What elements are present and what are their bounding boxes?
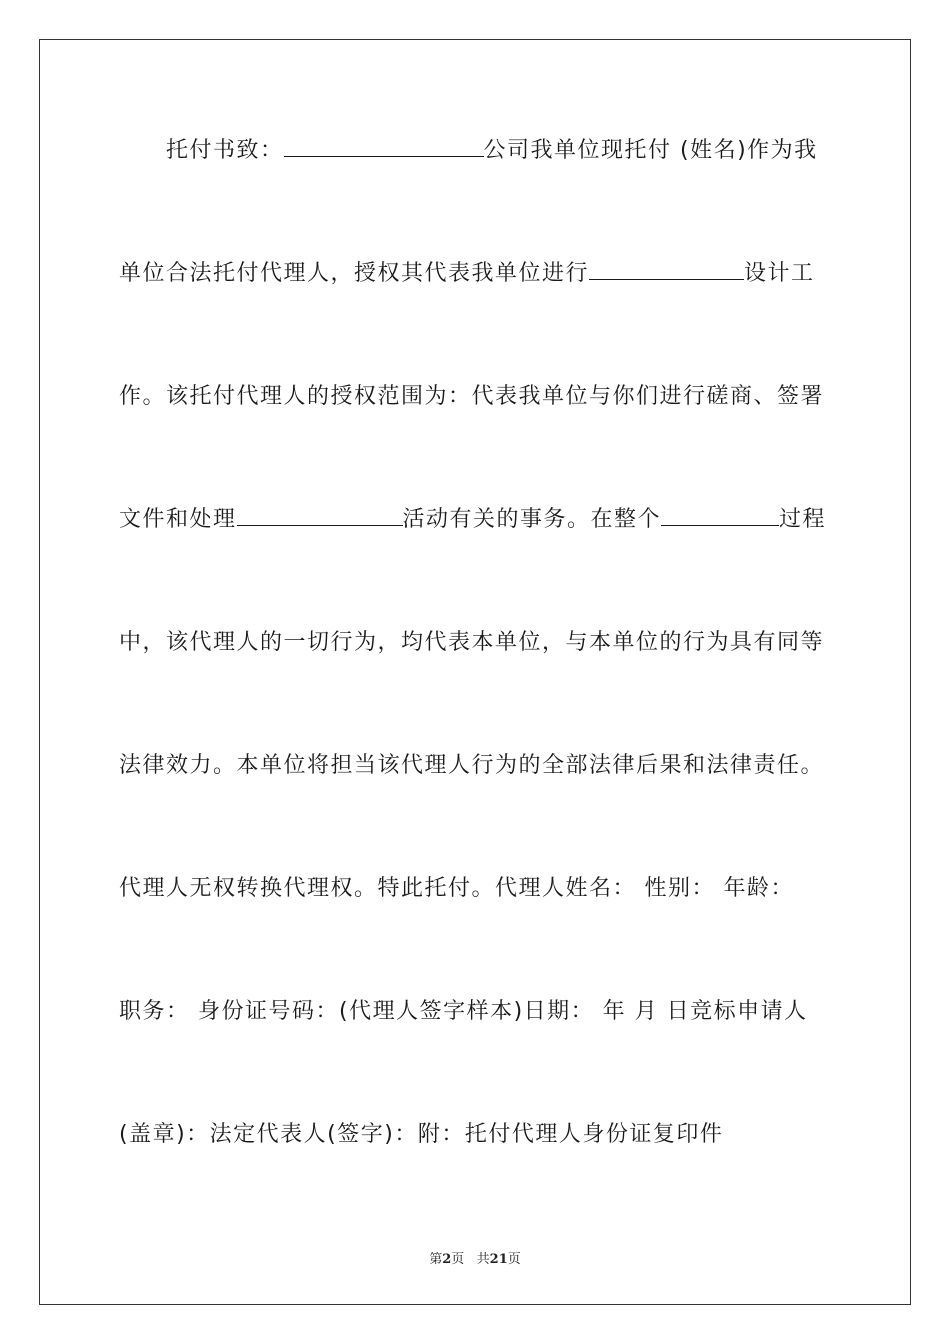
footer-middle: 页 共 — [451, 1252, 490, 1267]
paragraph-line-2 — [119, 236, 839, 359]
text-segment: 过程 — [779, 507, 827, 532]
paragraph-line-6 — [119, 728, 839, 851]
total-pages: 21 — [489, 1252, 508, 1267]
text-segment: 单位合法托付代理人，授权其代表我单位进行 — [119, 261, 590, 286]
paragraph-line-8 — [119, 974, 839, 1097]
text-segment: 代理人无权转换代理权。特此托付。代理人姓名： 性别： 年龄： — [119, 876, 794, 901]
fill-in-blank — [661, 503, 779, 526]
paragraph-line-3 — [119, 359, 839, 482]
page-number: 2 — [442, 1252, 452, 1267]
paragraph-line-5 — [119, 605, 839, 728]
text-segment: 职务： 身份证号码：(代理人签字样本)日期： 年 月 日竞标申请人 — [119, 999, 808, 1024]
footer-prefix: 第 — [429, 1252, 443, 1267]
text-segment: 设计工 — [744, 261, 815, 286]
fill-in-blank — [237, 503, 403, 526]
text-segment: 作。该托付代理人的授权范围为：代表我单位与你们进行磋商、签署 — [119, 384, 825, 409]
text-segment: (盖章)：法定代表人(签字)：附：托付代理人身份证复印件 — [119, 1122, 724, 1147]
page-footer — [0, 1248, 950, 1267]
paragraph-line-9 — [119, 1097, 839, 1220]
paragraph-line-4 — [119, 482, 839, 605]
text-segment: 文件和处理 — [119, 507, 237, 532]
text-segment: 公司我单位现托付 (姓名)作为我 — [483, 138, 818, 163]
paragraph-line-7 — [119, 851, 839, 974]
footer-suffix: 页 — [507, 1252, 521, 1267]
text-segment: 中，该代理人的一切行为，均代表本单位，与本单位的行为具有同等 — [119, 630, 825, 655]
letter-body — [119, 113, 839, 1220]
text-segment: 法律效力。本单位将担当该代理人行为的全部法律后果和法律责任。 — [119, 753, 825, 778]
paragraph-line-1 — [119, 113, 839, 236]
fill-in-blank — [589, 257, 744, 280]
fill-in-blank — [284, 134, 484, 157]
text-segment: 托付书致： — [166, 138, 284, 163]
text-segment: 活动有关的事务。在整个 — [402, 507, 662, 532]
